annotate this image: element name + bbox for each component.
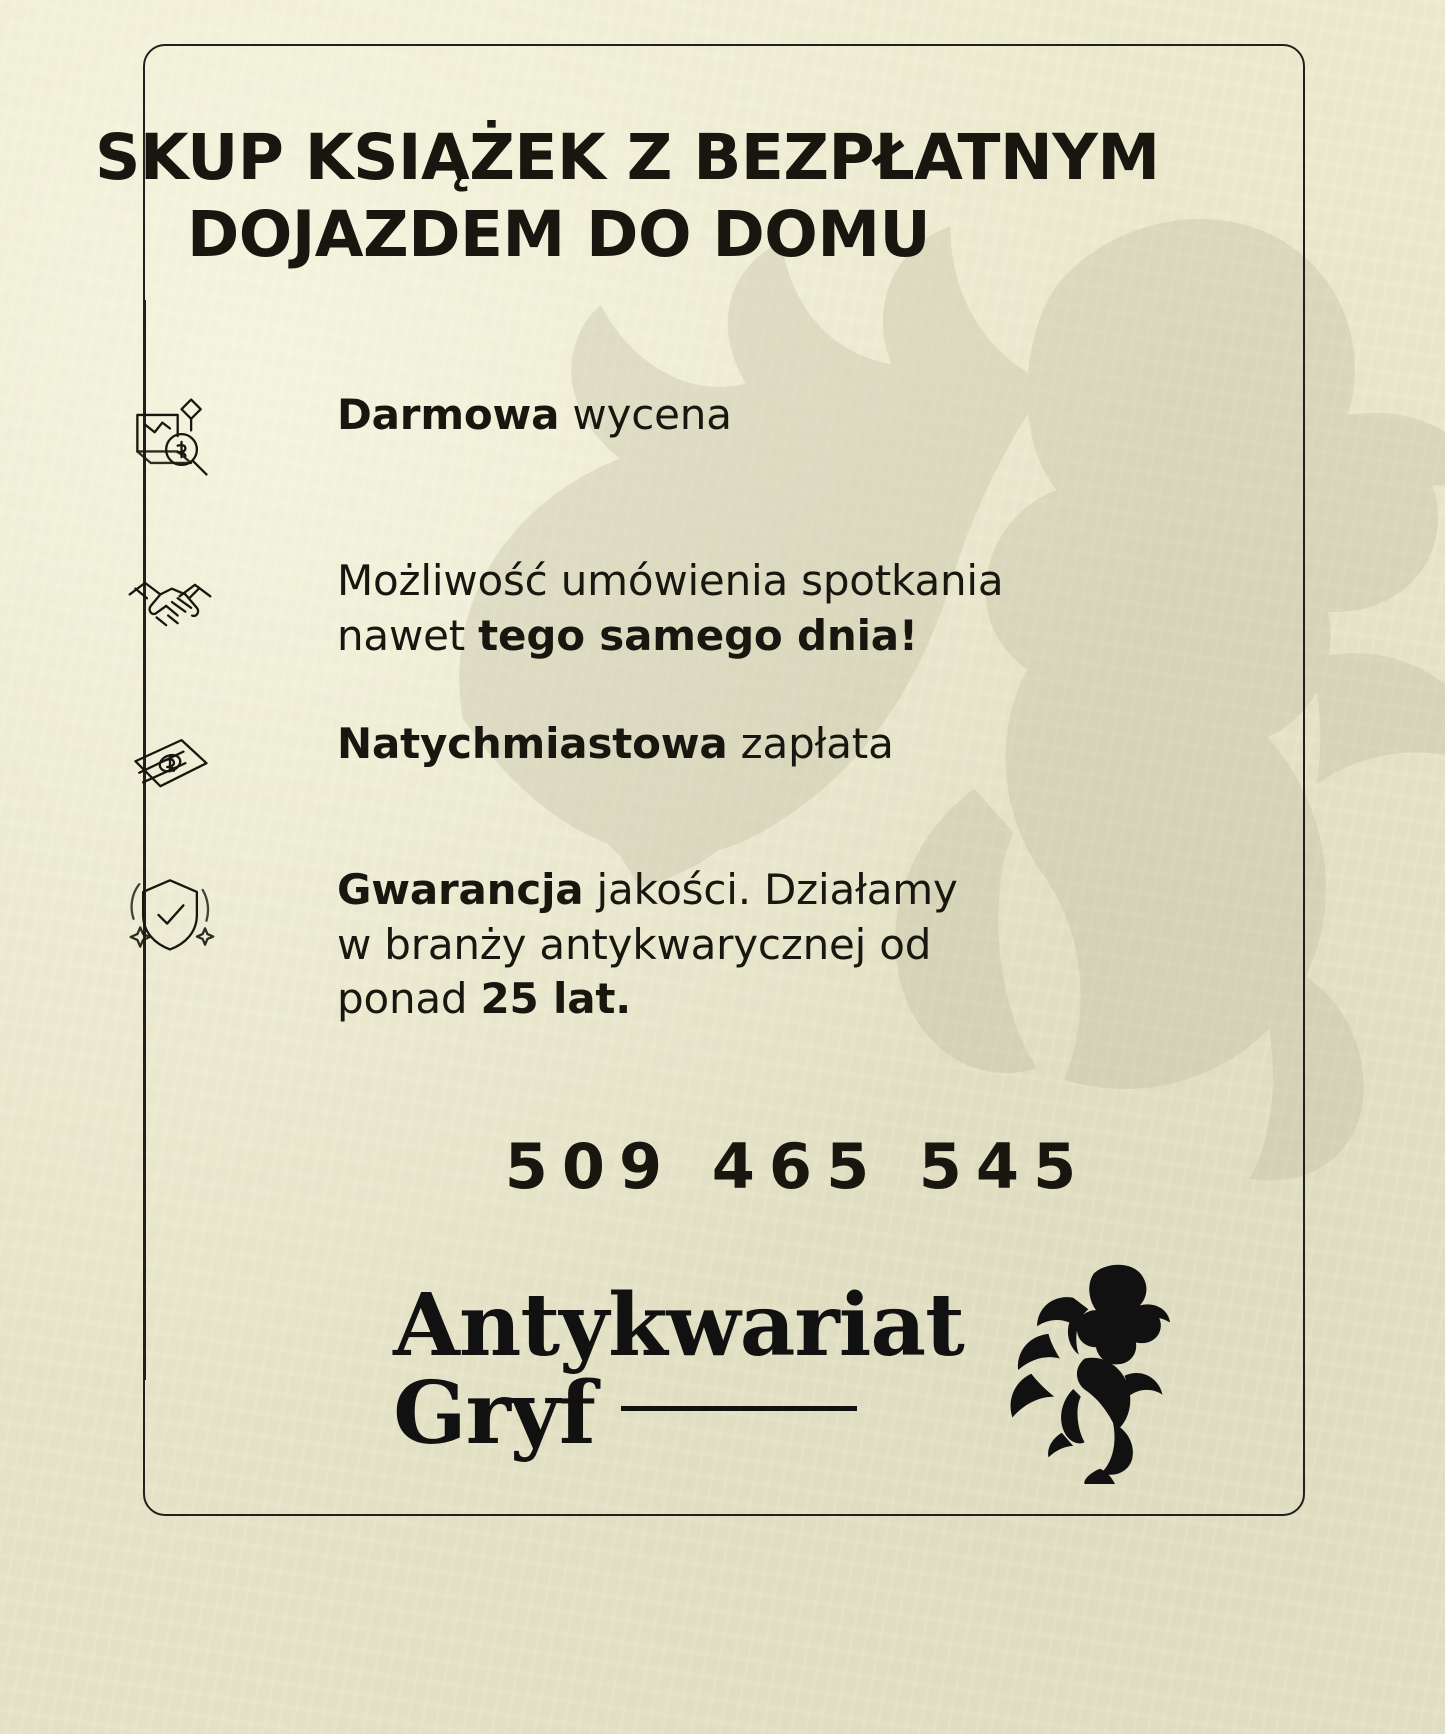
page-title: [95, 120, 1335, 274]
banknotes-icon: [95, 717, 245, 817]
handshake-icon: [95, 554, 245, 654]
logo-line-1: Antykwariat: [393, 1275, 964, 1377]
list-item: [95, 388, 1255, 488]
logo-rule: [621, 1406, 857, 1411]
griffin-icon: [982, 1255, 1172, 1485]
headline-line-1: SKUP KSIĄŻEK Z BEZPŁATNYM: [95, 121, 1160, 195]
list-item: [95, 863, 1255, 1027]
feature-text-3: Natychmiastowa zapłata: [337, 719, 894, 769]
phone-number[interactable]: 509 465 545: [504, 1130, 1091, 1203]
brand-logo: [0, 1255, 1445, 1485]
logo-line-2: Gryf: [393, 1363, 595, 1464]
feature-text-1: Darmowa wycena: [337, 390, 732, 439]
headline-line-2: DOJAZDEM DO DOMU: [187, 198, 931, 272]
feature-text-2: Możliwość umówienia spotkania nawet tego samego dnia!: [337, 556, 1004, 660]
feature-text-4: Gwarancja jakości. Działamy w branży antykwarycznej od ponad 25 lat.: [337, 865, 958, 1024]
valuation-magnifier-icon: [95, 388, 245, 488]
list-item: [95, 717, 1255, 817]
shield-check-icon: [95, 863, 245, 963]
feature-list: [95, 388, 1255, 1085]
list-item: [95, 554, 1255, 663]
